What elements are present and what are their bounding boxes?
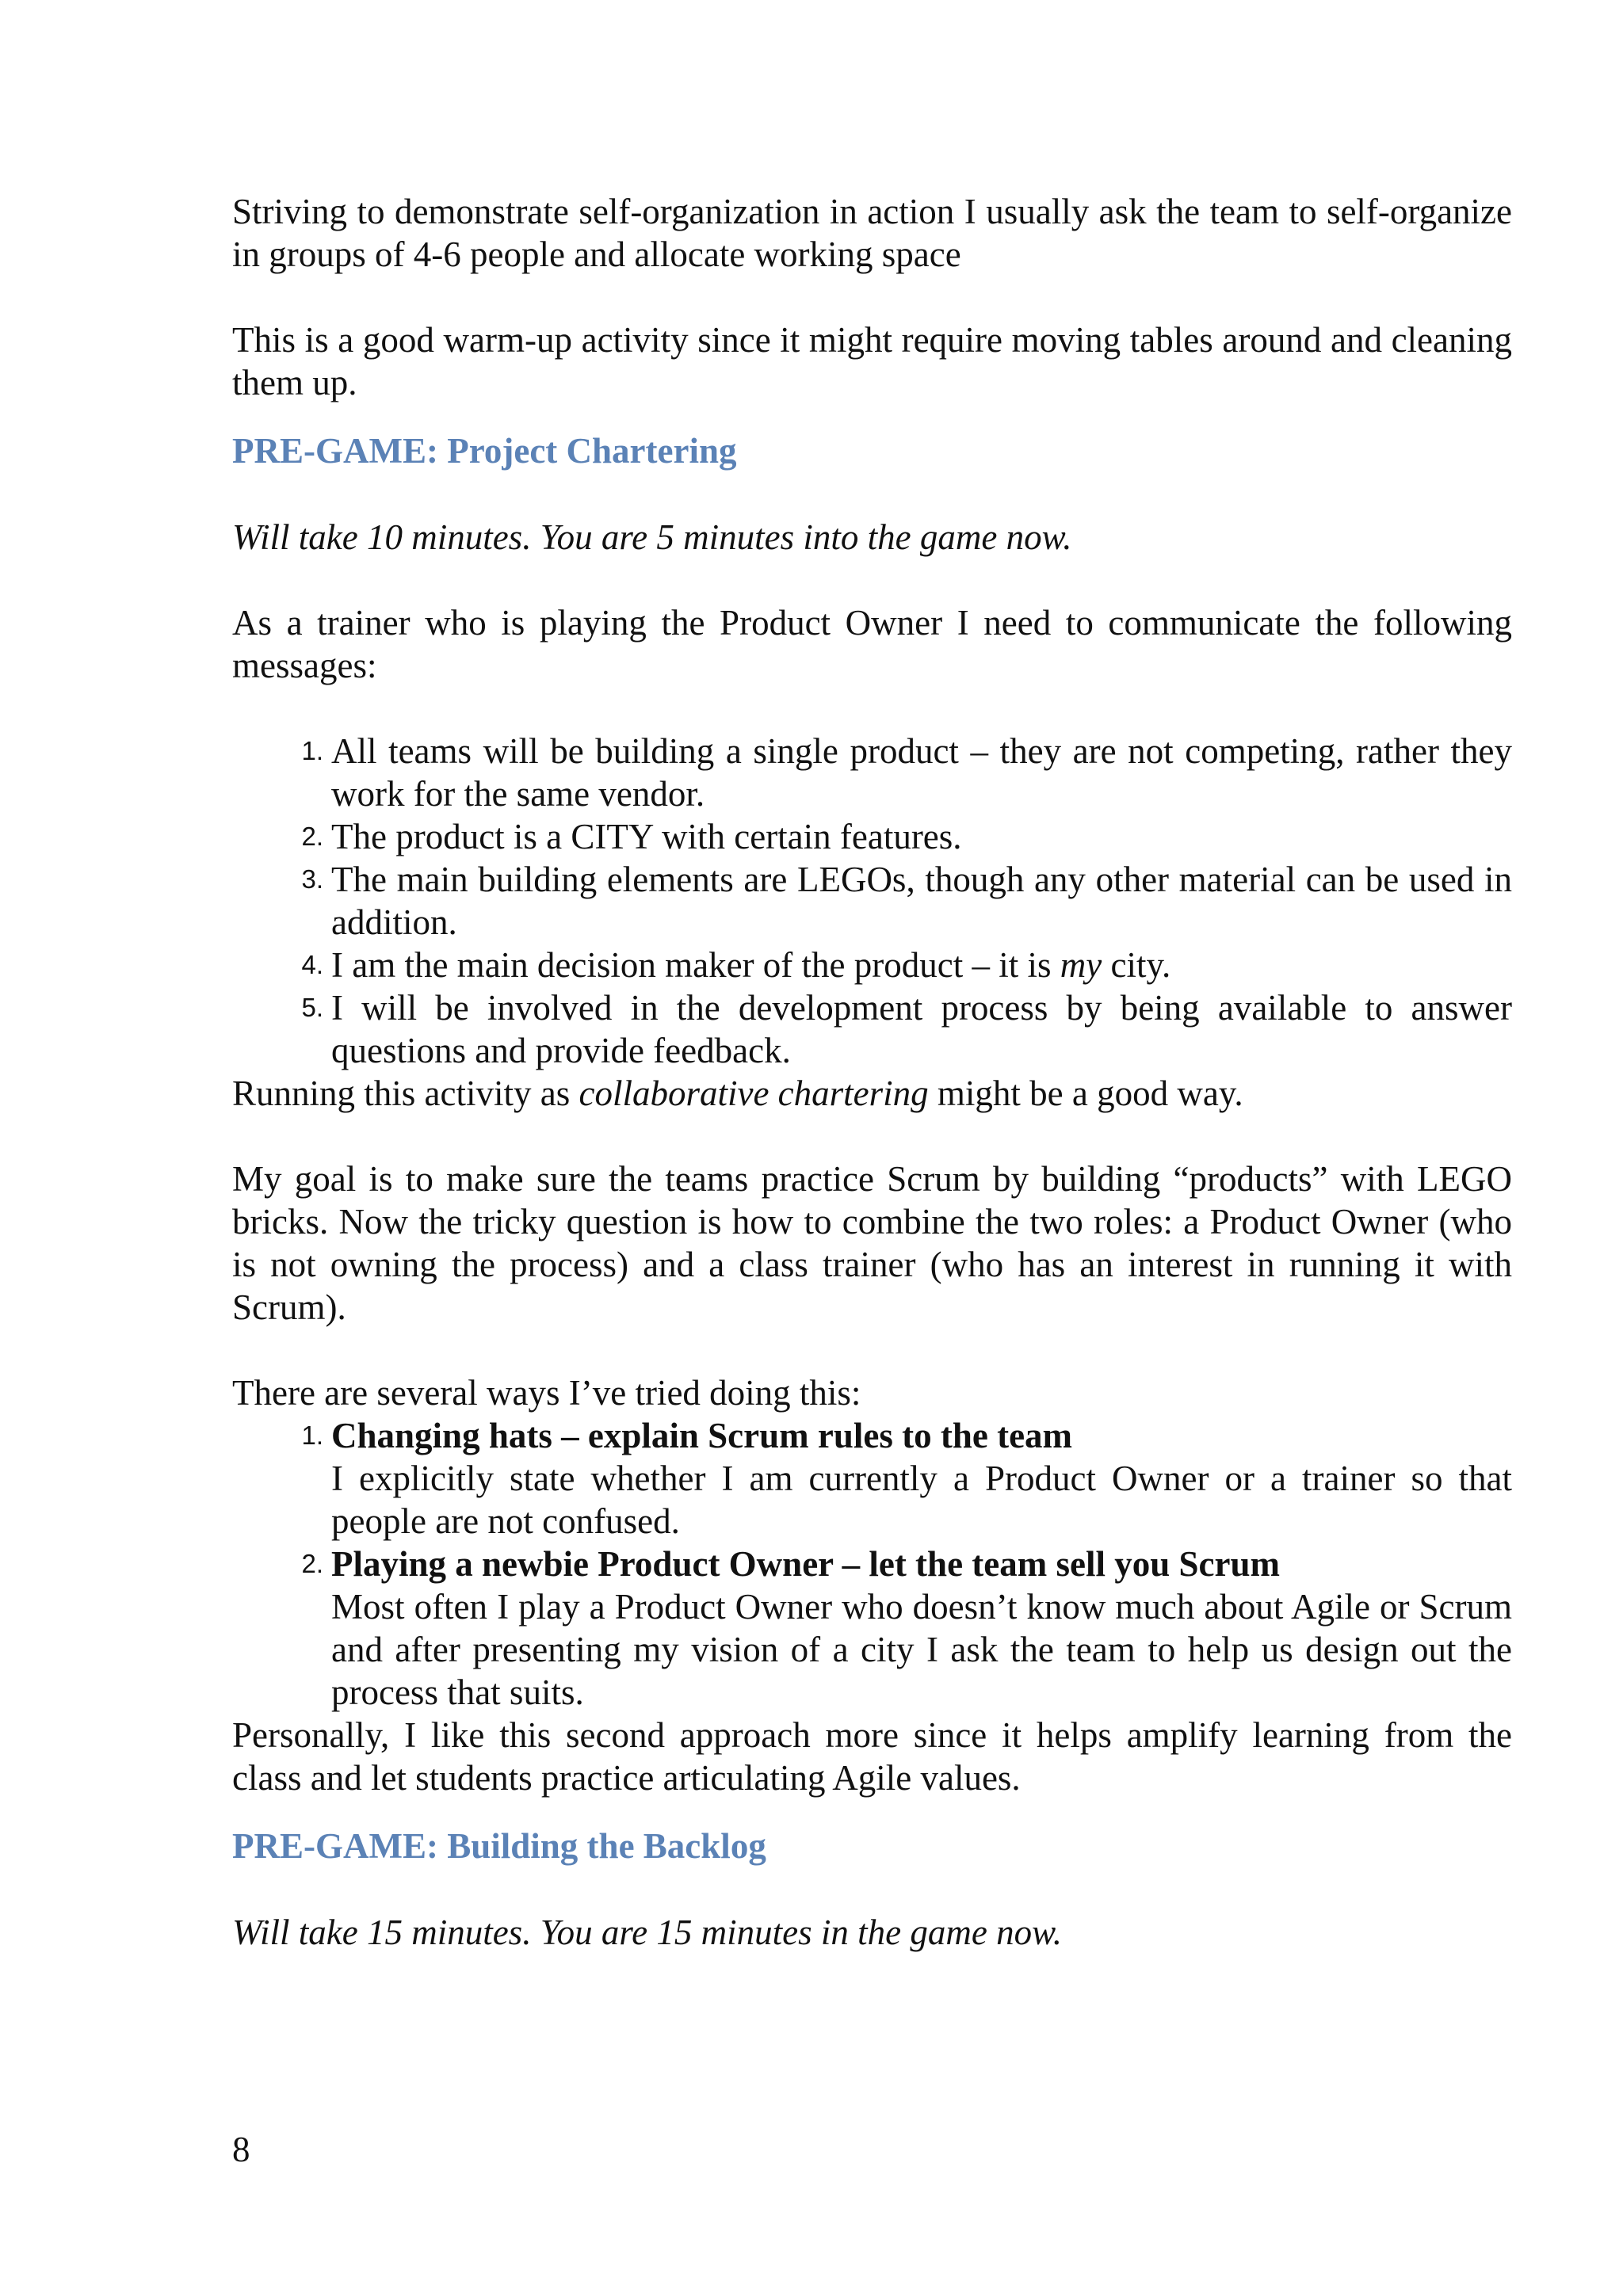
- text-before: Running this activity as: [232, 1074, 579, 1113]
- heading-project-chartering: PRE-GAME: Project Chartering: [232, 431, 737, 471]
- text-after: might be a good way.: [928, 1074, 1243, 1113]
- list-number: 3.: [301, 864, 323, 894]
- list-item-text: The product is a CITY with certain features.: [331, 817, 962, 856]
- timing-note-backlog: Will take 15 minutes. You are 15 minutes in the game now.: [232, 1913, 1063, 1952]
- list-item: [232, 1414, 1512, 1543]
- page-number: 8: [232, 2130, 250, 2169]
- list-item-body: Most often I play a Product Owner who doesn’t know much about Agile or Scrum and after presenting my vision of a city I ask the team to help us design out the process that suits.: [331, 1587, 1512, 1712]
- list-item-text: All teams will be building a single product – they are not competing, rather they work for the same vendor.: [331, 731, 1512, 814]
- page-content: [232, 190, 1512, 1997]
- list-number: 1.: [301, 1421, 323, 1450]
- list-number: 1.: [301, 736, 323, 765]
- list-item: [232, 815, 1512, 858]
- paragraph-several-ways: There are several ways I’ve tried doing this:: [232, 1373, 861, 1413]
- emphasis-my: my: [1060, 945, 1102, 985]
- paragraph-warm-up: This is a good warm-up activity since it might require moving tables around and cleaning them up.: [232, 320, 1512, 402]
- heading-building-backlog: PRE-GAME: Building the Backlog: [232, 1826, 766, 1866]
- list-item: [232, 986, 1512, 1072]
- timing-note-chartering: Will take 10 minutes. You are 5 minutes into the game now.: [232, 517, 1072, 557]
- list-item: [232, 1543, 1512, 1714]
- list-item: [232, 944, 1512, 986]
- list-item-text-after: city.: [1102, 945, 1171, 985]
- list-number: 5.: [301, 993, 323, 1022]
- list-item-title: Changing hats – explain Scrum rules to the team: [331, 1416, 1073, 1455]
- emphasis-collaborative-chartering: collaborative chartering: [579, 1074, 929, 1113]
- list-item: [232, 730, 1512, 815]
- list-item-body: I explicitly state whether I am currently a Product Owner or a trainer so that people are not confused.: [331, 1459, 1512, 1541]
- list-item-text-before: I am the main decision maker of the product – it is: [331, 945, 1060, 985]
- list-item: [232, 858, 1512, 944]
- paragraph-collaborative-chartering: [232, 1072, 1512, 1115]
- list-item-title: Playing a newbie Product Owner – let the team sell you Scrum: [331, 1544, 1280, 1584]
- list-item-text: I will be involved in the development process by being available to answer questions and provide feedback.: [331, 988, 1512, 1070]
- list-item-text: The main building elements are LEGOs, though any other material can be used in addition.: [331, 860, 1512, 942]
- paragraph-trainer-messages: As a trainer who is playing the Product Owner I need to communicate the following messages:: [232, 603, 1512, 685]
- list-number: 2.: [301, 1549, 323, 1578]
- paragraph-self-organization: Striving to demonstrate self-organization in action I usually ask the team to self-organize in groups of 4-6 people and allocate working space: [232, 192, 1512, 274]
- list-number: 2.: [301, 822, 323, 851]
- ways-list: [232, 1414, 1512, 1714]
- list-number: 4.: [301, 950, 323, 979]
- paragraph-goal: My goal is to make sure the teams practice Scrum by building “products” with LEGO bricks. Now the tricky question is how to combine the two roles: a Product Owner (who is not owning the process) and a class trainer (who has an interest in running it with Scrum).: [232, 1159, 1512, 1327]
- messages-list: [232, 730, 1512, 1072]
- paragraph-personally: Personally, I like this second approach more since it helps amplify learning from the class and let students practice articulating Agile values.: [232, 1715, 1512, 1798]
